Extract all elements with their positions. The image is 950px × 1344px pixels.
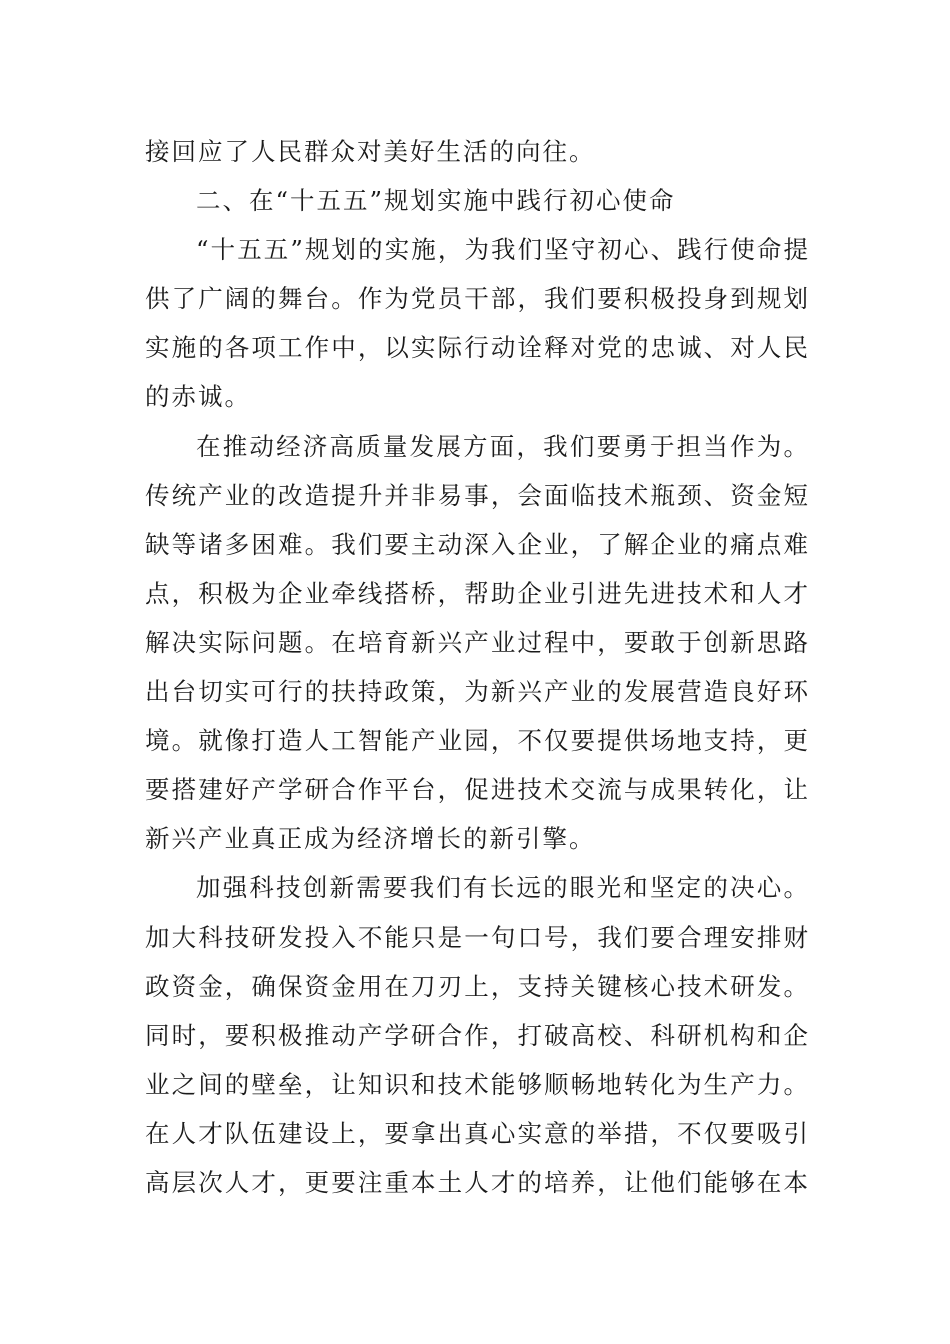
text-line: 新兴产业真正成为经济增长的新引擎。 [145, 824, 596, 854]
text-line: 供了广阔的舞台。作为党员干部，我们要积极投身到规划 [145, 284, 810, 314]
text-line: 传统产业的改造提升并非易事，会面临技术瓶颈、资金短 [145, 480, 810, 510]
text-line: 接回应了人民群众对美好生活的向往。 [145, 137, 596, 166]
section-heading: 二、在“十五五”规划实施中践行初心使命 [196, 186, 676, 216]
text-line: “十五五”规划的实施，为我们坚守初心、践行使命提 [196, 235, 810, 265]
text-line: 高层次人才，更要注重本土人才的培养，让他们能够在本 [145, 1167, 810, 1197]
text-line: 政资金，确保资金用在刀刃上，支持关键核心技术研发。 [145, 971, 810, 1001]
text-line: 实施的各项工作中，以实际行动诠释对党的忠诚、对人民 [145, 333, 810, 363]
text-line: 缺等诸多困难。我们要主动深入企业，了解企业的痛点难 [145, 529, 810, 559]
text-line: 在推动经济高质量发展方面，我们要勇于担当作为。 [196, 431, 810, 461]
text-line: 境。就像打造人工智能产业园，不仅要提供场地支持，更 [145, 726, 810, 756]
text-line: 在人才队伍建设上，要拿出真心实意的举措，不仅要吸引 [145, 1118, 810, 1148]
text-line: 要搭建好产学研合作平台，促进技术交流与成果转化，让 [145, 775, 810, 805]
text-line: 点，积极为企业牵线搭桥，帮助企业引进先进技术和人才 [145, 578, 810, 608]
text-line: 业之间的壁垒，让知识和技术能够顺畅地转化为生产力。 [145, 1069, 810, 1099]
text-line: 出台切实可行的扶持政策，为新兴产业的发展营造良好环 [145, 677, 810, 707]
text-line: 解决实际问题。在培育新兴产业过程中，要敢于创新思路 [145, 627, 810, 657]
text-line: 加大科技研发投入不能只是一句口号，我们要合理安排财 [145, 922, 810, 952]
text-line: 的赤诚。 [145, 382, 251, 412]
text-line: 加强科技创新需要我们有长远的眼光和坚定的决心。 [196, 873, 810, 903]
text-line: 同时，要积极推动产学研合作，打破高校、科研机构和企 [145, 1020, 810, 1050]
body-text [145, 127, 810, 1207]
